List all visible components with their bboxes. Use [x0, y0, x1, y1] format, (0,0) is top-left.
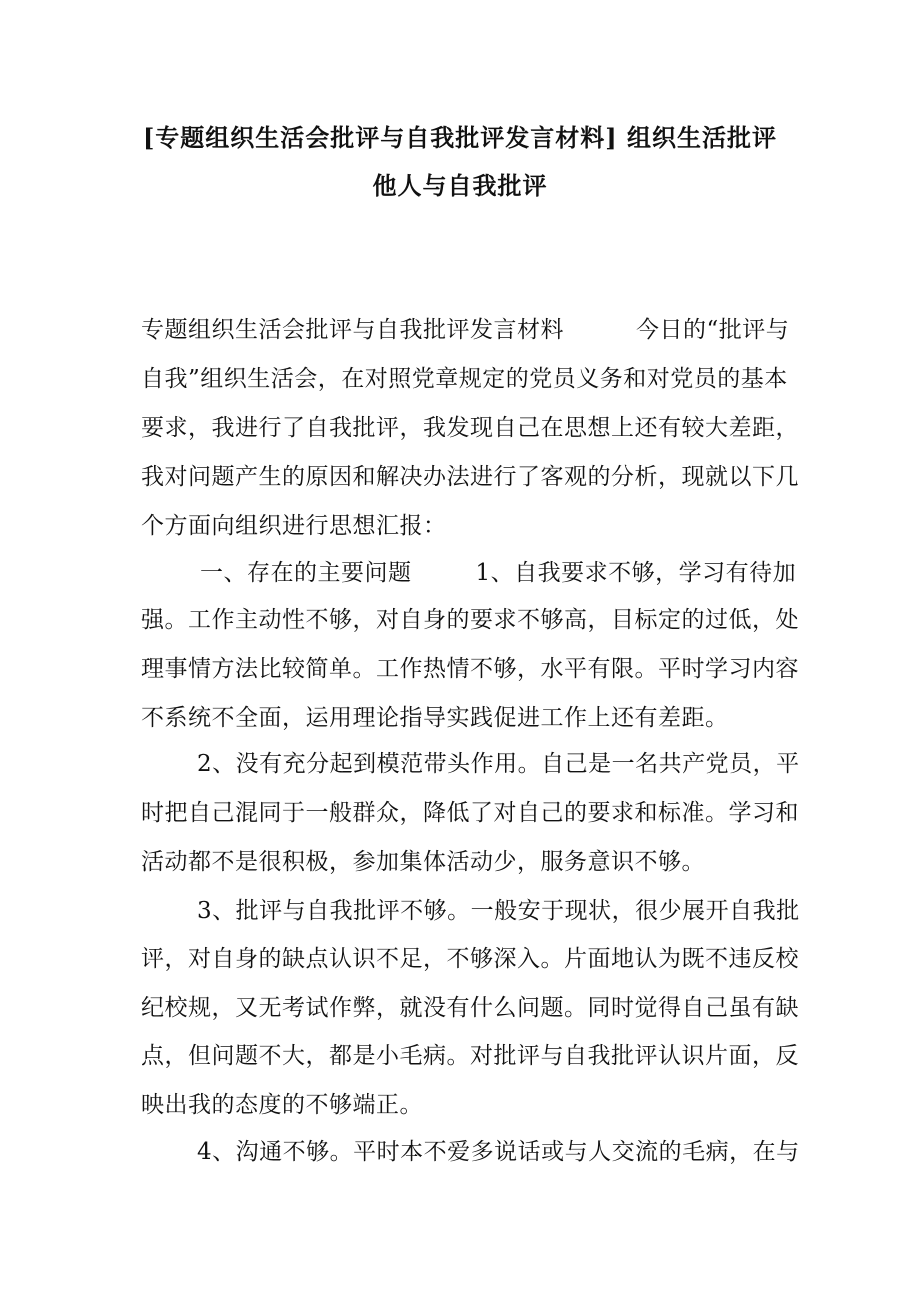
document-title-line-1: [专题组织生活会批评与自我批评发言材料] 组织生活批评	[142, 123, 778, 152]
para3-line-1: 3、批评与自我批评不够。一般安于现状，很少展开自我批	[197, 898, 800, 924]
para4-line-1: 4、沟通不够。平时本不爱多说话或与人交流的毛病，在与	[197, 1139, 800, 1165]
para2-line-2: 时把自己混同于一般群众，降低了对自己的要求和标准。学习和	[141, 800, 799, 826]
para1-line-1	[200, 557, 797, 589]
para2-line-3: 活动都不是很积极，参加集体活动少，服务意识不够。	[141, 849, 705, 875]
intro-line-1-right: 今日的“批评与	[636, 317, 790, 343]
para1-line-4: 不系统不全面，运用理论指导实践促进工作上还有差距。	[141, 705, 729, 731]
para1-line-2: 强。工作主动性不够，对自身的要求不够高，目标定的过低，处	[141, 607, 799, 633]
para3-line-3: 纪校规，又无考试作弊，就没有什么问题。同时觉得自己虽有缺	[141, 995, 799, 1021]
para1-line-1-left: 一、存在的主要问题	[200, 560, 412, 586]
para1-line-3: 理事情方法比较简单。工作热情不够，水平有限。平时学习内容	[141, 656, 799, 682]
intro-line-3: 要求，我进行了自我批评，我发现自己在思想上还有较大差距，	[141, 415, 799, 441]
intro-line-1	[141, 314, 791, 346]
intro-line-1-left: 专题组织生活会批评与自我批评发言材料	[141, 317, 564, 343]
para3-line-2: 评，对自身的缺点认识不足，不够深入。片面地认为既不违反校	[141, 946, 799, 972]
para2-line-1: 2、没有充分起到模范带头作用。自己是一名共产党员，平	[197, 751, 800, 777]
document-title-line-2: 他人与自我批评	[372, 171, 548, 200]
para1-line-1-right: 1、自我要求不够，学习有待加	[475, 560, 797, 586]
intro-line-4: 我对问题产生的原因和解决办法进行了客观的分析，现就以下几	[141, 464, 799, 490]
para3-line-4: 点，但问题不大，都是小毛病。对批评与自我批评认识片面，反	[141, 1043, 799, 1069]
intro-line-2: 自我”组织生活会，在对照党章规定的党员义务和对党员的基本	[141, 366, 788, 392]
para3-line-5: 映出我的态度的不够端正。	[141, 1092, 423, 1118]
intro-line-5: 个方面向组织进行思想汇报：	[141, 513, 447, 539]
